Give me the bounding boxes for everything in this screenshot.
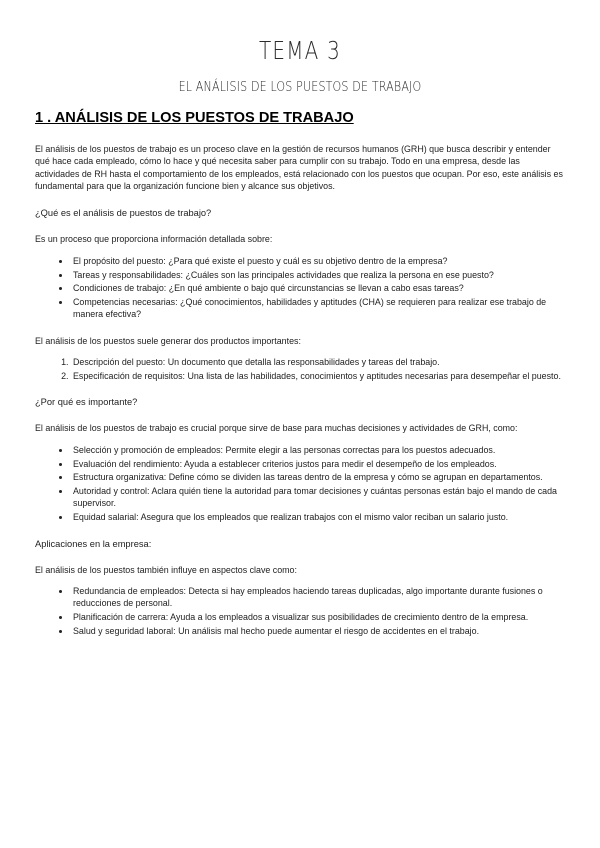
list-item: • Autoridad y control: Aclara quién tiene la autoridad para tomar decisiones y cuántas personas están bajo el mando de cada supervisor. [71, 485, 565, 510]
question-what-text: Es un proceso que proporciona información detallada sobre: [35, 234, 273, 245]
list-item: • Planificación de carrera: Ayuda a los empleados a visualizar sus posibilidades de crecimiento dentro de la empresa. [71, 611, 565, 623]
list-item: • Evaluación del rendimiento: Ayuda a establecer criterios justos para medir el desempeño de los empleados. [71, 458, 565, 470]
page-title: TEMA 3 [258, 36, 342, 65]
page-subtitle: EL ANÁLISIS DE LOS PUESTOS DE TRABAJO [178, 79, 422, 95]
document-body [35, 110, 565, 651]
list-item: 1. Descripción del puesto: Un documento que detalla las responsabilidades y tareas del trabajo. [71, 356, 565, 368]
importance-list [35, 444, 565, 524]
question-why: ¿Por qué es importante? [35, 397, 138, 408]
list-item: • El propósito del puesto: ¿Para qué existe el puesto y cuál es su objetivo dentro de la empresa? [71, 255, 565, 267]
applications-list [35, 585, 565, 637]
intro-paragraph: El análisis de los puestos de trabajo es un proceso clave en la gestión de recursos humanos (GRH) que busca describir y entender qué hace cada empleado, cómo lo hace y qué necesita saber para cumplir con su trabajo. Todo en una empresa, desde las actividades de RH hasta el comportamiento de los empleados, está relacionado con los puestos que ocupan. Por eso, este análisis es fundamental para que la organización funcione bien y alcance sus objetivos. [35, 144, 563, 191]
list-item: • Selección y promoción de empleados: Permite elegir a las personas correctas para los puestos adecuados. [71, 444, 565, 456]
applications-heading: Aplicaciones en la empresa: [35, 538, 152, 549]
list-item: • Tareas y responsabilidades: ¿Cuáles son las principales actividades que realiza la persona en ese puesto? [71, 269, 565, 281]
list-item: • Estructura organizativa: Define cómo se dividen las tareas dentro de la empresa y cómo se agrupan en departamentos. [71, 471, 565, 483]
question-why-text: El análisis de los puestos de trabajo es crucial porque sirve de base para muchas decisiones y actividades de GRH, como: [35, 423, 518, 434]
section-heading: 1 . ANÁLISIS DE LOS PUESTOS DE TRABAJO [35, 110, 354, 126]
products-text: El análisis de los puestos suele generar dos productos importantes: [35, 335, 301, 346]
products-list [35, 356, 565, 382]
list-item: • Condiciones de trabajo: ¿En qué ambiente o bajo qué circunstancias se llevan a cabo esas tareas? [71, 282, 565, 294]
question-what: ¿Qué es el análisis de puestos de trabajo? [35, 208, 212, 219]
purpose-list [35, 255, 565, 321]
list-item: • Salud y seguridad laboral: Un análisis mal hecho puede aumentar el riesgo de accidentes en el trabajo. [71, 625, 565, 637]
list-item: • Equidad salarial: Asegura que los empleados que realizan trabajos con el mismo valor reciban un salario justo. [71, 511, 565, 523]
list-item: • Competencias necesarias: ¿Qué conocimientos, habilidades y aptitudes (CHA) se requieren para realizar ese trabajo de manera efectiva? [71, 296, 565, 321]
list-item: • Redundancia de empleados: Detecta si hay empleados haciendo tareas duplicadas, algo importante durante fusiones o reducciones de personal. [71, 585, 565, 610]
list-item: 2. Especificación de requisitos: Una lista de las habilidades, conocimientos y aptitudes necesarias para desempeñar el puesto. [71, 370, 565, 382]
applications-text: El análisis de los puestos también influye en aspectos clave como: [35, 564, 297, 575]
